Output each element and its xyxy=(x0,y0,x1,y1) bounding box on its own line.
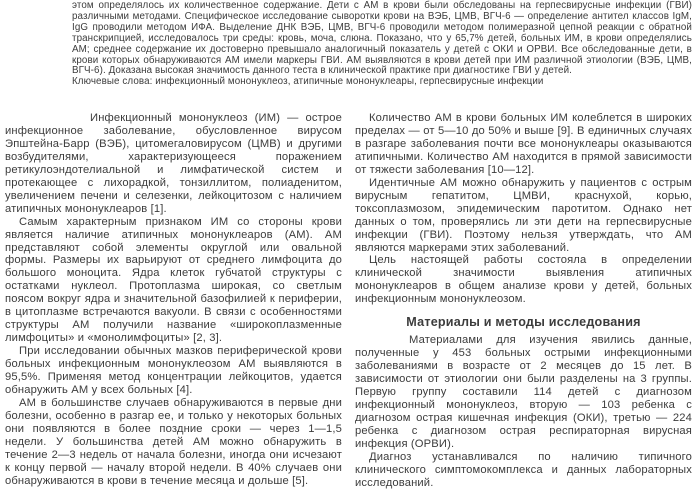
paragraph: АМ в большинстве случаев обнаруживаются в первые дни болезни, особенно в разгар ее, и только у некоторых больных они появляются в более поздние сроки — через 1—1,5 недели. У большинства детей АМ можно обнаружить в течение 2—3 недель от начала болезни, иногда они исчезают к концу первой — началу второй недели. В 40% случаев они обнаруживаются в крови в течение месяца и дольше [5]. xyxy=(5,396,342,487)
right-column xyxy=(355,112,692,490)
paragraph: Количество АМ в крови больных ИМ колеблется в широких пределах — от 5—10 до 50% и выше [9]. В единичных случаях в разгаре заболевания почти все мононуклеары оказываются атипичными. Количество АМ находится в прямой зависимости от тяжести заболевания [10—12]. xyxy=(355,112,692,176)
paragraph: Идентичные АМ можно обнаружить у пациентов с острым вирусным гепатитом, ЦМВИ, краснухой, корью, токсоплазмозом, эпидемическим паротитом. Однако нет данных о том, проверялись ли эти дети на герпесвирусные инфекции (ГВИ). Поэтому нельзя утверждать, что АМ являются маркерами этих заболеваний. xyxy=(355,176,692,254)
abstract-block xyxy=(72,1,692,88)
keywords-line xyxy=(72,77,692,88)
paragraph: Инфекционный мононуклеоз (ИМ) — острое инфекционное заболевание, обусловленное вирусом Эпштейна-Барр (ВЭБ), цитомегаловирусом (ЦМВ) и другими возбудителями, характеризующееся поражением ретикулоэндотелиальной и лимфатической систем и протекающее с лихорадкой, тонзиллитом, полиаденитом, увеличением печени и селезенки, лейкоцитозом с наличием атипичных мононуклеаров [1]. xyxy=(5,112,342,215)
abstract-text: этом определялось их количественное содержание. Дети с АМ в крови были обследованы на герпесвирусные инфекции (ГВИ) различными методами. Специфическое исследование сыворотки крови на ВЭБ, ЦМВ, ВГЧ-6 — определение антител классов IgM, IgG проводили методом ИФА. Выделение ДНК ВЭБ, ЦМВ, ВГЧ-6 проводили методом полимеразной цепной реакции с обратной транскрипцией, исследовалось три среды: кровь, моча, слюна. Показано, что у 65,7% детей, больных ИМ, в крови определялись АМ; среднее содержание их достоверно превышало аналогичный показатель у детей с ОКИ и ОРВИ. Все обследованные дети, в крови которых обнаруживаются АМ имели маркеры ГВИ. АМ выявляются в крови детей при ИМ различной этиологии (ВЭБ, ЦМВ, ВГЧ-6). Доказана высокая значимость данного теста в клинической практике при диагностике ГВИ у детей. xyxy=(72,0,692,77)
left-column xyxy=(5,112,342,488)
paragraph: Самым характерным признаком ИМ со стороны крови является наличие атипичных мононуклеаров (АМ). АМ представляют собой элементы округлой или овальной формы. Размеры их варьируют от среднего лимфоцита до большого моноцита. Ядра клеток губчатой структуры с остатками нуклеол. Протоплазма широкая, со светлым поясом вокруг ядра и значительной базофилией к периферии, в цитоплазме встречаются вакуоли. В связи с особенностями структуры АМ получили название «широкоплазменные лимфоциты» и «монолимфоциты» [2, 3]. xyxy=(5,215,342,345)
paragraph: Диагноз устанавливался по наличию типичного клинического симптомокомплекса и данных лабораторных исследований. xyxy=(355,450,692,489)
paragraph: При исследовании обычных мазков периферической крови больных инфекционным мононуклеозом АМ выявляются в 95,5%. Применяя метод концентрации лейкоцитов, удается обнаружить АМ у всех больных [4]. xyxy=(5,345,342,397)
keywords-text: инфекционный мононуклеоз, атипичные мононуклеары, герпесвирусные инфекции xyxy=(155,76,544,88)
section-heading: Материалы и методы исследования xyxy=(406,315,641,330)
keywords-label: Ключевые слова: xyxy=(72,76,153,88)
paragraph: Цель настоящей работы состояла в определении клинической значимости выявления атипичных мононуклеаров в общем анализе крови у детей, больных инфекционным мононуклеозом. xyxy=(355,254,692,306)
paragraph: Материалами для изучения явились данные, полученные у 453 больных острыми инфекционными заболеваниями в возрасте от 2 месяцев до 15 лет. В зависимости от этиологии они были разделены на 3 группы. Первую группу составили 114 детей с диагнозом инфекционный мононуклеоз, вторую — 103 ребенка с диагнозом острая кишечная инфекция (ОКИ), третью — 224 ребенка с диагнозом острая респираторная вирусная инфекция (ОРВИ). xyxy=(355,334,692,450)
